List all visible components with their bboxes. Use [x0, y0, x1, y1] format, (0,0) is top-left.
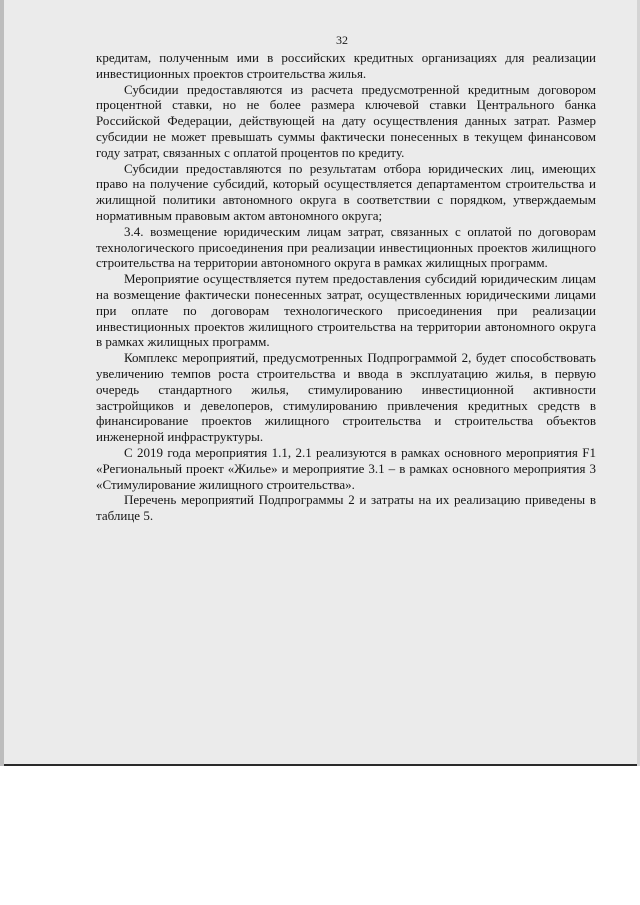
paragraph-since-2019: С 2019 года мероприятия 1.1, 2.1 реализуются в рамках основного мероприятия F1 «Региональный проект «Жилье» и мероприятие 3.1 – в рамках основного мероприятия 3 «Стимулирование жилищного строительства». [96, 444, 596, 492]
paragraph-complex-measures: Комплекс мероприятий, предусмотренных Подпрограммой 2, будет способствовать увеличению темпов роста строительства и ввода в эксплуатацию жилья, в первую очередь стандартного жилья, стимулированию инвестиционной активности застройщиков и девелоперов, стимулированию привлечения кредитных средств в финансирование проектов жилищного строительства и строительства объектов инженерной инфраструктуры. [96, 350, 596, 445]
paragraph-measure-implementation: Мероприятие осуществляется путем предоставления субсидий юридическим лицам на возмещение фактически понесенных затрат, осуществленных юридическими лицами при оплате по договорам технологического присоединения при реализации инвестиционных проектов жилищного строительства на территории автономного округа в рамках жилищных программ. [96, 271, 596, 350]
paragraph-subsidy-rate: Субсидии предоставляются из расчета предусмотренной кредитным договором процентной ставки, но не более размера ключевой ставки Центрального банка Российской Федерации, действующей на дату осуществления данных затрат. Размер субсидии не может превышать суммы фактически понесенных в текущем финансовом году затрат, связанных с оплатой процентов по кредиту. [96, 81, 596, 160]
scan-left-edge [0, 0, 4, 766]
paragraph-table-reference: Перечень мероприятий Подпрограммы 2 и затраты на их реализацию приведены в таблице 5. [96, 492, 596, 524]
paragraph-continuation: кредитам, полученным ими в российских кредитных организациях для реализации инвестиционных проектов строительства жилья. [96, 50, 596, 81]
paragraph-item-3-4: 3.4. возмещение юридическим лицам затрат, связанных с оплатой по договорам технологического присоединения при реализации инвестиционных проектов жилищного строительства на территории автономного округа в рамках жилищных программ. [96, 223, 596, 271]
page-number: 32 [336, 33, 348, 47]
paragraph-subsidy-selection: Субсидии предоставляются по результатам отбора юридических лиц, имеющих право на получение субсидий, который осуществляется департаментом строительства и жилищной политики автономного округа в соответствии с порядком, утверждаемым нормативным правовым актом автономного округа; [96, 160, 596, 223]
document-body [96, 50, 596, 524]
